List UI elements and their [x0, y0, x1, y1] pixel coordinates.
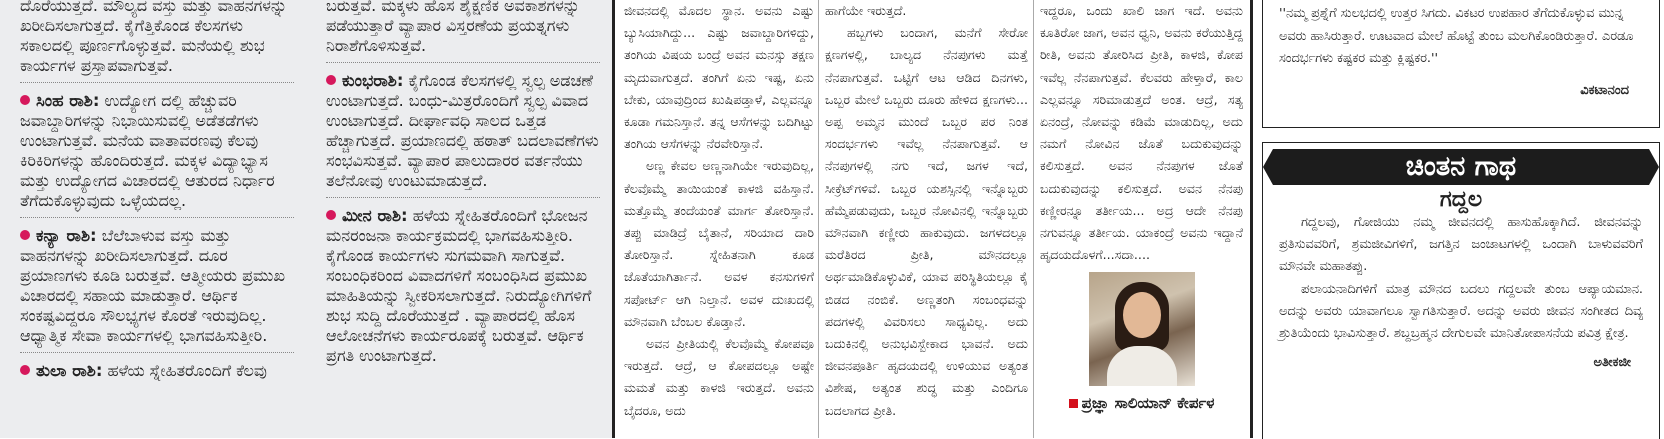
story-column-1 [624, 0, 814, 438]
story-paragraph: ಜೀವನದಲ್ಲಿ ಮೊದಲ ಸ್ಥಾನ. ಅವನು ಎಷ್ಟು ಬ್ಯುಸಿಯಾಗಿದ್ದು... ಎಷ್ಟು ಜವಾಬ್ದಾರಿಗಳಿದ್ದು, ತಂಗಿಯ ವಿಷಯ ಬಂದ್ರೆ ಅವನ ಮನಸ್ಸು ತಕ್ಷಣ ಮೃದುವಾಗುತ್ತದೆ. ತಂಗಿಗೆ ಏನು ಇಷ್ಟ, ಏನು ಬೇಕು, ಯಾವುದ್ರಿಂದ ಖುಷಿಪಡ್ತಾಳೆ, ಎಲ್ಲವನ್ನೂ ಕೂಡಾ ಗಮನಿಸ್ತಾನೆ. ತನ್ನ ಆಸೆಗಳನ್ನು ಬದಿಗಿಟ್ಟು ತಂಗಿಯ ಆಸೆಗಳನ್ನು ನೆರವೇರಿಸ್ತಾನೆ. [624, 3, 814, 152]
bullet-icon [20, 365, 30, 375]
horoscope-text: ದೊರೆಯುತ್ತದೆ. ಮೌಲ್ಯದ ವಸ್ತು ಮತ್ತು ವಾಹನಗಳನ್ನು ಖರೀದಿಸಲಾಗುತ್ತದೆ. ಕೈಗೆತ್ತಿಕೊಂಡ ಕೆಲಸಗಳು ಸಕಾಲದಲ್ಲಿ ಪೂರ್ಣಗೊಳ್ಳುತ್ತವೆ. ಮನೆಯಲ್ಲಿ ಶುಭ ಕಾರ್ಯಗಳ ಪ್ರಸ್ತಾಪವಾಗುತ್ತವೆ. [20, 0, 288, 75]
photo-body [1107, 346, 1177, 386]
story-paragraph: ಹಾಗೆಯೇ ಇರುತ್ತದೆ. [825, 3, 907, 18]
horoscope-text: ಹಳೆಯ ಸ್ನೇಹಿತರೊಂದಿಗೆ ಭೋಜನ ಮನರಂಜನಾ ಕಾರ್ಯಕ್ರಮದಲ್ಲಿ ಭಾಗವಹಿಸುತ್ತೀರಿ. ಕೈಗೊಂಡ ಕಾರ್ಯಗಳು ಸುಗಮವಾಗಿ ಸಾಗುತ್ತವೆ. ಸಂಬಂಧಿಕರಿಂದ ವಿವಾದಗಳಿಗೆ ಸಂಬಂಧಿಸಿದ ಪ್ರಮುಖ ಮಾಹಿತಿಯನ್ನು ಸ್ವೀಕರಿಸಲಾಗುತ್ತದೆ. ನಿರುದ್ಯೋಗಿಗಳಿಗೆ ಶುಭ ಸುದ್ದಿ ದೊರೆಯುತ್ತದೆ . ವ್ಯಾಪಾರದಲ್ಲಿ ಹೊಸ ಆಲೋಚನೆಗಳು ಕಾರ್ಯರೂಪಕ್ಕೆ ಬರುತ್ತವೆ. ಆರ್ಥಿಕ ಪ್ರಗತಿ ಉಂಟಾಗುತ್ತದೆ. [326, 206, 592, 365]
byline-text: ಪ್ರಜ್ಞಾ ಸಾಲಿಯಾನ್ ಕೇರ್ಪಳ [1081, 394, 1215, 413]
author-photo [1089, 272, 1195, 386]
author-byline [1040, 392, 1243, 414]
horoscope-entry [326, 0, 600, 63]
sign-name: ಮೀನ ರಾಶಿ: [342, 206, 408, 225]
horoscope-entry-tula [20, 361, 294, 387]
horoscope-text: ಬೆಲೆಬಾಳುವ ವಸ್ತು ಮತ್ತು ವಾಹನಗಳನ್ನು ಖರೀದಿಸಲಾಗುತ್ತದೆ. ದೂರ ಪ್ರಯಾಣಗಳು ಕೂಡಿ ಬರುತ್ತವೆ. ಆತ್ಮೀಯರು ಪ್ರಮುಖ ವಿಚಾರದಲ್ಲಿ ಸಹಾಯ ಮಾಡುತ್ತಾರೆ. ಆರ್ಥಿಕ ಸಂಕಷ್ಟವಿದ್ದರೂ ಸೌಲಭ್ಯಗಳ ಕೊರತೆ ಇರುವುದಿಲ್ಲ. ಆಧ್ಯಾತ್ಮಿಕ ಸೇವಾ ಕಾರ್ಯಗಳಲ್ಲಿ ಭಾಗವಹಿಸುತ್ತೀರಿ. [20, 226, 285, 345]
horoscope-entry-kumbha [326, 71, 600, 198]
chintana-banner: ಚಿಂತನ ಗಾಥ [1273, 149, 1649, 185]
story-paragraph: ಹಬ್ಬಗಳು ಬಂದಾಗ, ಮನೆಗೆ ಸೇರೋ ಕ್ಷಣಗಳಲ್ಲಿ, ಬಾಲ್ಯದ ನೆನಪುಗಳು ಮತ್ತೆ ನೆನಪಾಗುತ್ತವೆ. ಒಟ್ಟಿಗೆ ಆಟ ಆಡಿದ ದಿನಗಳು, ಒಬ್ಬರ ಮೇಲೆ ಒಬ್ಬರು ದೂರು ಹೇಳಿದ ಕ್ಷಣಗಳು... ಅಪ್ಪ ಅಮ್ಮನ ಮುಂದೆ ಒಬ್ಬರ ಪರ ನಿಂತ ಸಂದರ್ಭಗಳು ಇವೆಲ್ಲ ನೆನಪಾಗುತ್ತವೆ. ಆ ನೆನಪುಗಳಲ್ಲಿ ನಗು ಇದೆ, ಜಗಳ ಇದೆ, ಸೀಕ್ರೆಟ್‌ಗಳಿವೆ. ಒಬ್ಬರ ಯಶಸ್ಸಿನಲ್ಲಿ ಇನ್ನೊಬ್ಬರು ಹೆಮ್ಮೆಪಡುವುದು, ಒಬ್ಬರ ನೋವಿನಲ್ಲಿ ಇನ್ನೊಬ್ಬರು ಮೌನವಾಗಿ ಕಣ್ಣೀರು ಹಾಕುವುದು. ಜಗಳದಲ್ಲೂ ಮರೆತಿರದ ಪ್ರೀತಿ, ಮೌನದಲ್ಲೂ ಅರ್ಥಮಾಡಿಕೊಳ್ಳುವಿಕೆ, ಯಾವ ಪರಿಸ್ಥಿತಿಯಲ್ಲೂ ಕೈ ಬಿಡದ ನಂಬಿಕೆ. ಅಣ್ಣತಂಗಿ ಸಂಬಂಧವನ್ನು ಪದಗಳಲ್ಲಿ ವಿವರಿಸಲು ಸಾಧ್ಯವಿಲ್ಲ. ಅದು ಬದುಕಿನಲ್ಲಿ ಅನುಭವಿಸ್ಬೇಕಾದ ಭಾವನೆ. ಅದು ಜೀವನಪೂರ್ತಿ ಹೃದಯದಲ್ಲಿ ಉಳಿಯುವ ಅತ್ಯಂತ ವಿಶೇಷ, ಅತ್ಯಂತ ಶುದ್ಧ ಮತ್ತು ಎಂದಿಗೂ ಬದಲಾಗದ ಪ್ರೀತಿ. [825, 25, 1028, 418]
story-paragraph: ಅವನ ಪ್ರೀತಿಯಲ್ಲಿ ಕೆಲವೊಮ್ಮೆ ಕೋಪವೂ ಇರುತ್ತದೆ. ಆದ್ರೆ, ಆ ಕೋಪದಲ್ಲೂ ಅಷ್ಟೇ ಮಮತೆ ಮತ್ತು ಕಾಳಜಿ ಇರುತ್ತದೆ. ಅವನು ಬೈದರೂ, ಅದು [624, 336, 814, 418]
column-divider [1033, 0, 1034, 438]
bullet-icon [326, 210, 336, 220]
horoscope-text: ಬರುತ್ತವೆ. ಮಕ್ಕಳು ಹೊಸ ಶೈಕ್ಷಣಿಕ ಅವಕಾಶಗಳನ್ನು ಪಡೆಯುತ್ತಾರೆ ವ್ಯಾಪಾರ ವಿಸ್ತರಣೆಯ ಪ್ರಯತ್ನಗಳು ನಿರಾಶೆಗೊಳಿಸುತ್ತವೆ. [326, 0, 580, 55]
bullet-icon [326, 75, 336, 85]
horoscope-text: ಕೈಗೊಂಡ ಕೆಲಸಗಳಲ್ಲಿ ಸ್ವಲ್ಪ ಅಡಚಣೆ ಉಂಟಾಗುತ್ತದೆ. ಬಂಧು-ಮಿತ್ರರೊಂದಿಗೆ ಸ್ವಲ್ಪ ವಿವಾದ ಉಂಟಾಗುತ್ತದೆ. ದೀರ್ಘಾವಧಿ ಸಾಲದ ಒತ್ತಡ ಹೆಚ್ಚಾಗುತ್ತದೆ. ಪ್ರಯಾಣದಲ್ಲಿ ಹಠಾತ್ ಬದಲಾವಣೆಗಳು ಸಂಭವಿಸುತ್ತವೆ. ವ್ಯಾಪಾರ ಪಾಲುದಾರರ ವರ್ತನೆಯು ತಲೆನೋವು ಉಂಟುಮಾಡುತ್ತದೆ. [326, 71, 599, 190]
horoscope-text: ಹಳೆಯ ಸ್ನೇಹಿತರೊಂದಿಗೆ ಕೆಲವು [107, 361, 267, 380]
story-column-3 [1040, 0, 1243, 438]
story-paragraph: ಅಣ್ಣ ಕೇವಲ ಅಣ್ಣನಾಗಿಯೇ ಇರುವುದಿಲ್ಲ, ಕೆಲವೊಮ್ಮೆ ತಾಯಿಯಂತೆ ಕಾಳಜಿ ವಹಿಸ್ತಾನೆ. ಮತ್ತೊಮ್ಮೆ ತಂದೆಯಂತೆ ಮಾರ್ಗ ತೋರಿಸ್ತಾನೆ. ತಪ್ಪು ಮಾಡಿದ್ರೆ ಬೈತಾನೆ, ಸರಿಯಾದ ದಾರಿ ತೋರಿಸ್ತಾನೆ. ಸ್ನೇಹಿತನಾಗಿ ಕೂಡ ಜೊತೆಯಾಗಿರ್ತಾನೆ. ಅವಳ ಕನಸುಗಳಿಗೆ ಸಪೋರ್ಟ್ ಆಗಿ ನಿಲ್ತಾನೆ. ಅವಳ ದುಃಖದಲ್ಲಿ ಮೌನವಾಗಿ ಬೆಂಬಲ ಕೊಡ್ತಾನೆ. [624, 158, 814, 329]
chintana-paragraph: ಪಲಾಯನಾದಿಗಳಿಗೆ ಮಾತ್ರ ಮೌನದ ಬದಲು ಗದ್ದಲವೇ ತುಂಬ ಆಪ್ಯಾಯಮಾನ. ಅದನ್ನು ಅವರು ಯಾವಾಗಲೂ ಸ್ವಾಗತಿಸುತ್ತಾರೆ. ಅದನ್ನು ಅವರು ಜೀವನ ಸಂಗೀತದ ದಿವ್ಯ ಶ್ರುತಿಯೆಂದು ಭಾವಿಸುತ್ತಾರೆ. ಶಬ್ದಬ್ರಹ್ಮನ ದೇಗುಲವೇ ಮಾನಿತೋಪಾಸನೆಯ ಪವಿತ್ರ ಕ್ಷೇತ್ರ. [1279, 281, 1643, 342]
horoscope-text: ಉದ್ಯೋಗ ದಲ್ಲಿ ಹೆಚ್ಚುವರಿ ಜವಾಬ್ದಾರಿಗಳನ್ನು ನಿಭಾಯಿಸುವಲ್ಲಿ ಅಡೆತಡೆಗಳು ಉಂಟಾಗುತ್ತವೆ. ಮನೆಯ ವಾತಾವರಣವು ಕೆಲವು ಕಿರಿಕಿರಿಗಳನ್ನು ಹೊಂದಿರುತ್ತದೆ. ಮಕ್ಕಳ ವಿದ್ಯಾಭ್ಯಾಸ ಮತ್ತು ಉದ್ಯೋಗದ ವಿಚಾರದಲ್ಲಿ ಆತುರದ ನಿರ್ಧಾರ ತೆಗೆದುಕೊಳ್ಳುವುದು ಒಳ್ಳೆಯದಲ್ಲ. [20, 91, 275, 210]
sign-name: ಸಿಂಹ ರಾಶಿ: [36, 91, 100, 110]
section-divider [1250, 0, 1253, 438]
chintana-box [1262, 142, 1660, 439]
chintana-author: ಅತೀಕಜೀ [1593, 355, 1631, 371]
photo-face [1123, 292, 1161, 338]
story-column-2 [825, 0, 1028, 438]
story-paragraph: ಇದ್ದರೂ, ಒಂದು ಖಾಲಿ ಜಾಗ ಇದೆ. ಅವನು ಕೂತಿರೋ ಜಾಗ, ಅವನ ಧ್ವನಿ, ಅವನು ಕರೆಯುತ್ತಿದ್ದ ರೀತಿ, ಅವನು ತೋರಿಸಿದ ಪ್ರೀತಿ, ಕಾಳಜಿ, ಕೋಪ ಇವೆಲ್ಲ ನೆನಪಾಗುತ್ತವೆ. ಕೆಲವರು ಹೇಳ್ತಾರೆ, ಕಾಲ ಎಲ್ಲವನ್ನೂ ಸರಿಮಾಡುತ್ತದೆ ಅಂತ. ಆದ್ರೆ, ಸತ್ಯ ಏನಂದ್ರೆ, ನೋವನ್ನು ಕಡಿಮೆ ಮಾಡುದಿಲ್ಲ, ಅದು ನಮಗೆ ನೋವಿನ ಜೊತೆ ಬದುಕುವುದನ್ನು ಕಲಿಸುತ್ತದೆ. ಅವನ ನೆನಪುಗಳ ಜೊತೆ ಬದುಕುವುದನ್ನು ಕಲಿಸುತ್ತದೆ. ಅವನ ನೆನಪು ಕಣ್ಣೀರನ್ನೂ ತರ್ತೀಯ... ಅದ್ರ ಆದೇ ನೆನಪು ನಗುವನ್ನೂ ತರ್ತೀಯ. ಯಾಕಂದ್ರೆ ಅವನು ಇದ್ದಾನೆ ಹೃದಯದೊಳಗೆ...ಸದಾ.... [1040, 3, 1243, 263]
sign-name: ಕುಂಭರಾಶಿ: [342, 71, 404, 90]
byline-square-icon [1069, 399, 1078, 408]
quote-box [1262, 0, 1660, 128]
sign-name: ತುಲಾ ರಾಶಿ: [36, 361, 103, 380]
sign-name: ಕನ್ಯಾ ರಾಶಿ: [36, 226, 97, 245]
horoscope-entry-meena [326, 206, 600, 372]
column-divider [818, 0, 819, 438]
chintana-subtitle: ಗದ್ದಲ [1439, 187, 1483, 212]
chintana-text [1263, 212, 1659, 345]
horoscope-entry-kanya [20, 226, 294, 353]
chintana-paragraph: ಗದ್ದಲವು, ಗೋಜಿಯು ನಮ್ಮ ಜೀವನದಲ್ಲಿ ಹಾಸುಹೊಕ್ಕಾಗಿದೆ. ಜೀವನವನ್ನು ಪ್ರತಿಸುವವರಿಗೆ, ಶ್ರಮಜೀವಿಗಳಿಗೆ, ಜಗತ್ತಿನ ಜಂಜಾಟಗಳಲ್ಲಿ ಒಂದಾಗಿ ಬಾಳುವವರಿಗೆ ಮೌನವೇ ಮಹಾತಪ್ಪು. [1279, 215, 1643, 275]
horoscope-entry [20, 0, 294, 83]
bullet-icon [20, 95, 30, 105]
horoscope-entry-simha [20, 91, 294, 218]
bullet-icon [20, 230, 30, 240]
quote-text: ''ನಮ್ಮ ಪ್ರಶ್ನೆಗೆ ಸುಲಭದಲ್ಲಿ ಉತ್ತರ ಸಿಗದು. ವಿಕಟರ ಉಪಹಾರ ತೆಗೆದುಕೊಳ್ಳುವ ಮುನ್ನ ಅವರು ಹಾಸಿರುತ್ತಾರೆ. ಊಟವಾದ ಮೇಲೆ ಹೊಟ್ಟೆ ತುಂಬ ಮಲಗಿಕೊಂಡಿರುತ್ತಾರೆ. ಎರಡೂ ಸಂದರ್ಭಗಳು ಕಷ್ಟಕರ ಮತ್ತು ಕ್ಲಿಷ್ಟಕರ.'' [1279, 6, 1634, 66]
quote-author: ವಿಕಟಾನಂದ [1580, 82, 1629, 98]
horoscope-column-right [306, 0, 615, 438]
horoscope-column-left [0, 0, 307, 438]
